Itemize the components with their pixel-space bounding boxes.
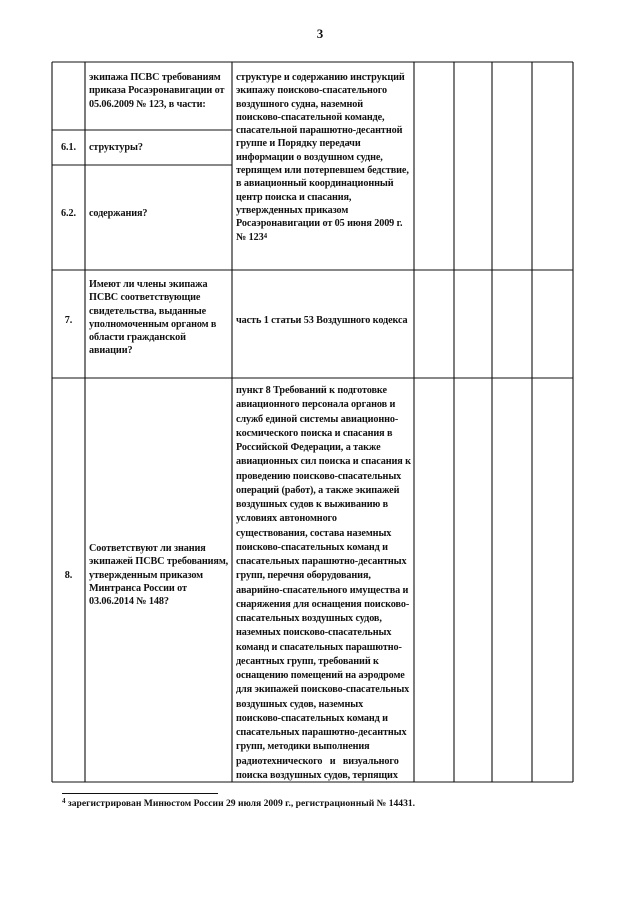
requirement-line: групп, методики выполнения <box>236 741 370 753</box>
question-line: 05.06.2009 № 123, в части: <box>89 98 206 110</box>
question-line: авиации? <box>89 345 133 357</box>
requirement-line: поисково-спасательных команд и <box>236 712 388 724</box>
footnote <box>62 798 415 809</box>
row-question <box>89 141 230 154</box>
row-number: 6.2. <box>61 208 76 219</box>
requirement-line: группе и Порядку передачи <box>236 138 361 150</box>
row-question <box>89 542 230 608</box>
requirement-line: десантных групп, требований к <box>236 655 379 667</box>
footnote-divider <box>62 793 218 794</box>
requirement-line: авиационных сил поиска и спасания к <box>236 456 411 468</box>
question-line: утвержденным приказом <box>89 569 204 581</box>
requirement-line: в авиационный координационный <box>236 178 394 190</box>
requirement-line: структуре и содержанию инструкций <box>236 72 405 83</box>
requirement-line: пункт 8 Требований к подготовке <box>236 385 387 396</box>
requirement-line: наземных поисково-спасательных <box>236 627 392 639</box>
requirement-line: терпящем или потерпевшем бедствие, <box>236 165 409 177</box>
requirement-line: воздушного судна, наземной <box>236 98 364 110</box>
requirement-line: утвержденных приказом <box>236 204 349 216</box>
row-question <box>89 207 230 220</box>
requirement-line: экипажу поисково-спасательного <box>236 85 388 97</box>
row-question <box>89 278 230 358</box>
question-line: свидетельства, выданные <box>89 305 207 317</box>
requirement-line: служб единой системы авиационно- <box>236 413 399 425</box>
requirement-line: радиотехнического и визуального <box>236 755 399 767</box>
row-number: 8. <box>64 570 73 581</box>
question-line: области гражданской <box>89 332 186 344</box>
requirement-line: поисково-спасательной команде, <box>236 111 385 123</box>
question-line: Соответствуют ли знания <box>89 543 206 554</box>
requirement-line: воздушных судов, наземных <box>236 698 364 710</box>
question-line: 03.06.2014 № 148? <box>89 596 169 608</box>
requirement-line: информации о воздушном судне, <box>236 151 383 163</box>
row-requirement <box>236 314 412 327</box>
requirement-line: Российской Федерации, а также <box>236 442 381 453</box>
row-number: 6.1. <box>61 142 76 153</box>
requirement-line: Росаэронавигации от 05 июня 2009 г. <box>236 218 403 230</box>
question-line: уполномоченным органом в <box>89 318 217 330</box>
question-line: Минтранса России от <box>89 582 187 594</box>
requirement-line: центр поиска и спасания, <box>236 191 352 203</box>
requirement-line: операций (работ), а также экипажей <box>236 484 400 496</box>
requirement-line: часть 1 статьи 53 Воздушного кодекса <box>236 315 408 326</box>
footnote-marker: 4 <box>62 797 66 805</box>
requirement-line: аварийно-спасательного имущества и <box>236 584 409 596</box>
requirement-line: спасательных парашютно-десантных <box>236 727 407 738</box>
page-number: 3 <box>316 26 324 41</box>
question-line: Имеют ли члены экипажа <box>89 279 208 290</box>
requirement-line: проведению поисково-спасательных <box>236 470 402 482</box>
requirement-line: команд и спасательных парашютно- <box>236 641 402 653</box>
row-number: 7. <box>64 315 73 326</box>
requirement-line: поиска воздушных судов, терпящих <box>236 769 398 781</box>
requirement-line: авиационного персонала органов и <box>236 399 396 411</box>
requirement-line: существования, состава наземных <box>236 527 392 539</box>
row-continuation-question <box>89 71 230 111</box>
question-line: структуры? <box>89 142 143 153</box>
requirement-line: спасательных воздушных судов, <box>236 613 382 624</box>
question-line: содержания? <box>89 208 148 219</box>
requirement-line: условиях автономного <box>236 513 337 525</box>
requirement-line: снаряжения для оснащения поисково- <box>236 598 410 610</box>
row-continuation-requirement <box>236 71 412 244</box>
requirement-line: оснащению помещений на аэродроме <box>236 670 405 681</box>
requirement-line: поисково-спасательных команд и <box>236 541 388 553</box>
requirement-line: спасательной парашютно-десантной <box>236 125 403 137</box>
requirement-line: групп, перечня оборудования, <box>236 570 371 582</box>
requirement-line: воздушных судов к выживанию в <box>236 499 389 510</box>
question-line: экипажа ПСВС требованиям <box>89 72 221 83</box>
footnote-text: зарегистрирован Минюстом России 29 июля 2009 г., регистрационный № 14431. <box>65 798 416 809</box>
footnote-reference[interactable]: 4 <box>263 231 267 240</box>
requirement-line <box>236 231 412 244</box>
requirement-line: космического поиска и спасания в <box>236 427 393 439</box>
question-line: приказа Росаэронавигации от <box>89 85 225 97</box>
requirement-line-text: № 123 <box>236 231 264 243</box>
question-line: экипажей ПСВС требованиям, <box>89 556 229 568</box>
row-requirement <box>236 384 412 783</box>
question-line: ПСВС соответствующие <box>89 292 201 304</box>
requirement-line: для экипажей поисково-спасательных <box>236 684 410 696</box>
requirement-line: спасательных парашютно-десантных <box>236 556 407 567</box>
